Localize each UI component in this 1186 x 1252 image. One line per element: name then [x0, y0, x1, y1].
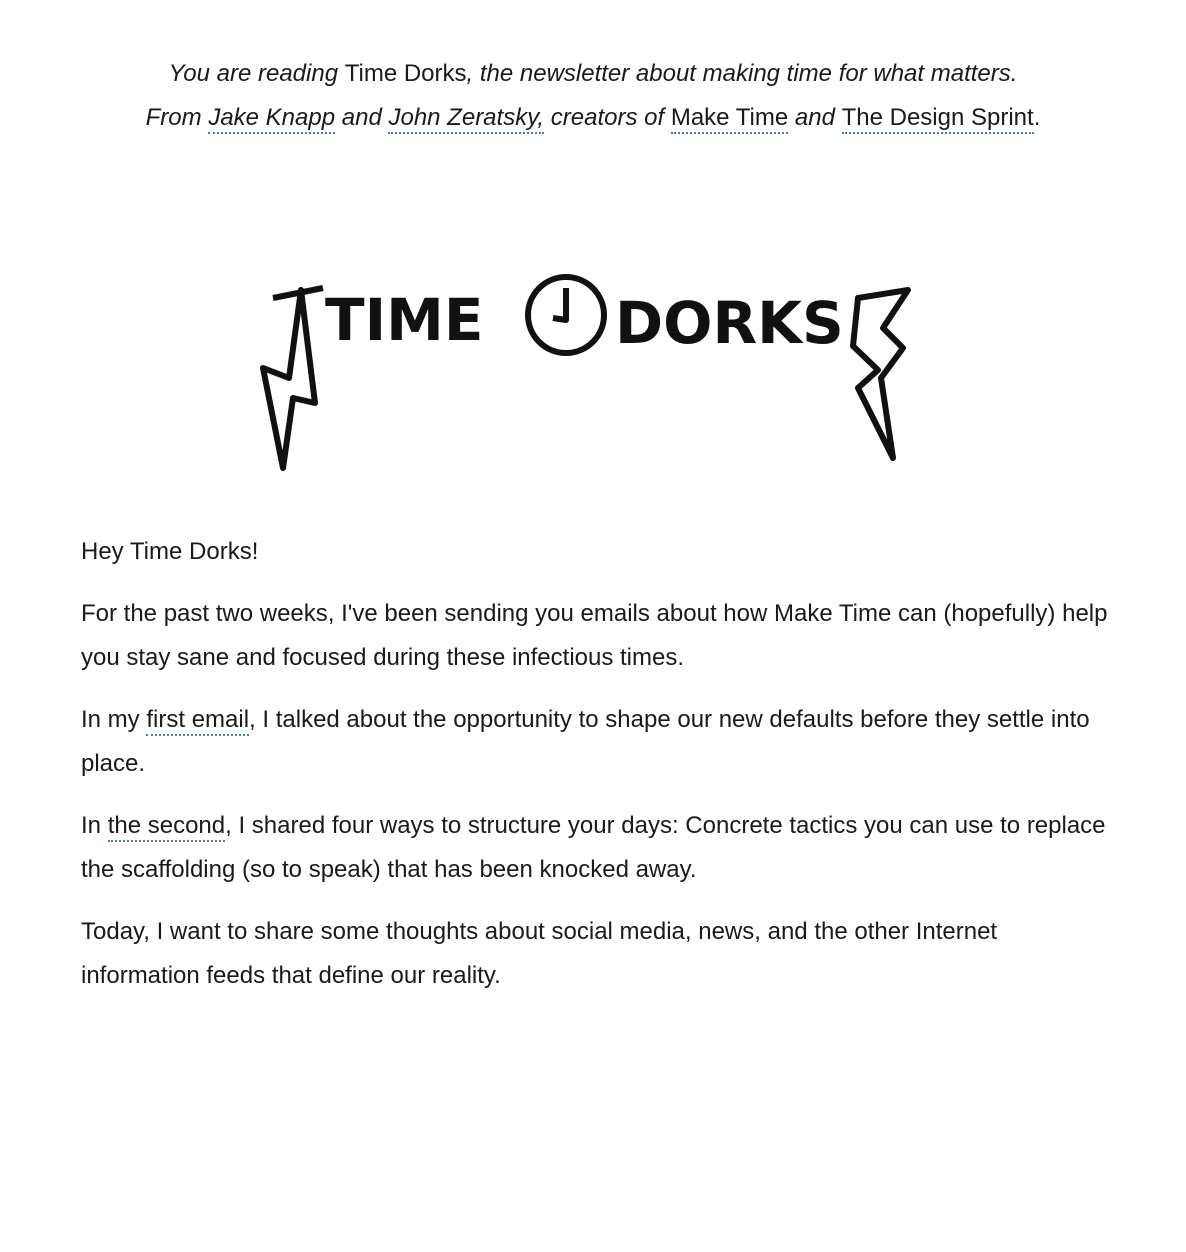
time-dorks-logo	[253, 258, 933, 478]
design-sprint-link[interactable]: The Design Sprint	[842, 104, 1034, 134]
paragraph-1: For the past two weeks, I've been sending you emails about how Make Time can (hopefully) help you stay sane and focused during these infectious times.	[81, 600, 1108, 671]
intro-line-2: From Jake Knapp and John Zeratsky, creators of Make Time and The Design Sprint.	[0, 96, 1186, 140]
lightning-right	[853, 290, 908, 458]
email-body	[81, 530, 1111, 998]
paragraph-2: In my first email, I talked about the opportunity to shape our new defaults before they settle into place.	[81, 706, 1090, 777]
clock-hands	[553, 288, 566, 320]
logo-time: TIME	[325, 286, 484, 354]
greeting: Hey Time Dorks!	[81, 538, 259, 565]
first-email-link[interactable]: first email	[146, 706, 249, 736]
john-zeratsky-link[interactable]: John Zeratsky,	[388, 104, 544, 134]
paragraph-3: In the second, I shared four ways to structure your days: Concrete tactics you can use to replace the scaffolding (so to speak) that has been knocked away.	[81, 812, 1106, 883]
intro-line-1: You are reading Time Dorks, the newsletter about making time for what matters.	[168, 60, 1018, 87]
paragraph-4: Today, I want to share some thoughts about social media, news, and the other Internet information feeds that define our reality.	[81, 918, 998, 989]
newsletter-intro	[0, 52, 1186, 140]
jake-knapp-link[interactable]: Jake Knapp	[208, 104, 335, 134]
logo-dorks: DORKS	[615, 289, 844, 357]
lightning-left	[263, 288, 323, 468]
make-time-link[interactable]: Make Time	[671, 104, 788, 134]
second-email-link[interactable]: the second	[108, 812, 225, 842]
